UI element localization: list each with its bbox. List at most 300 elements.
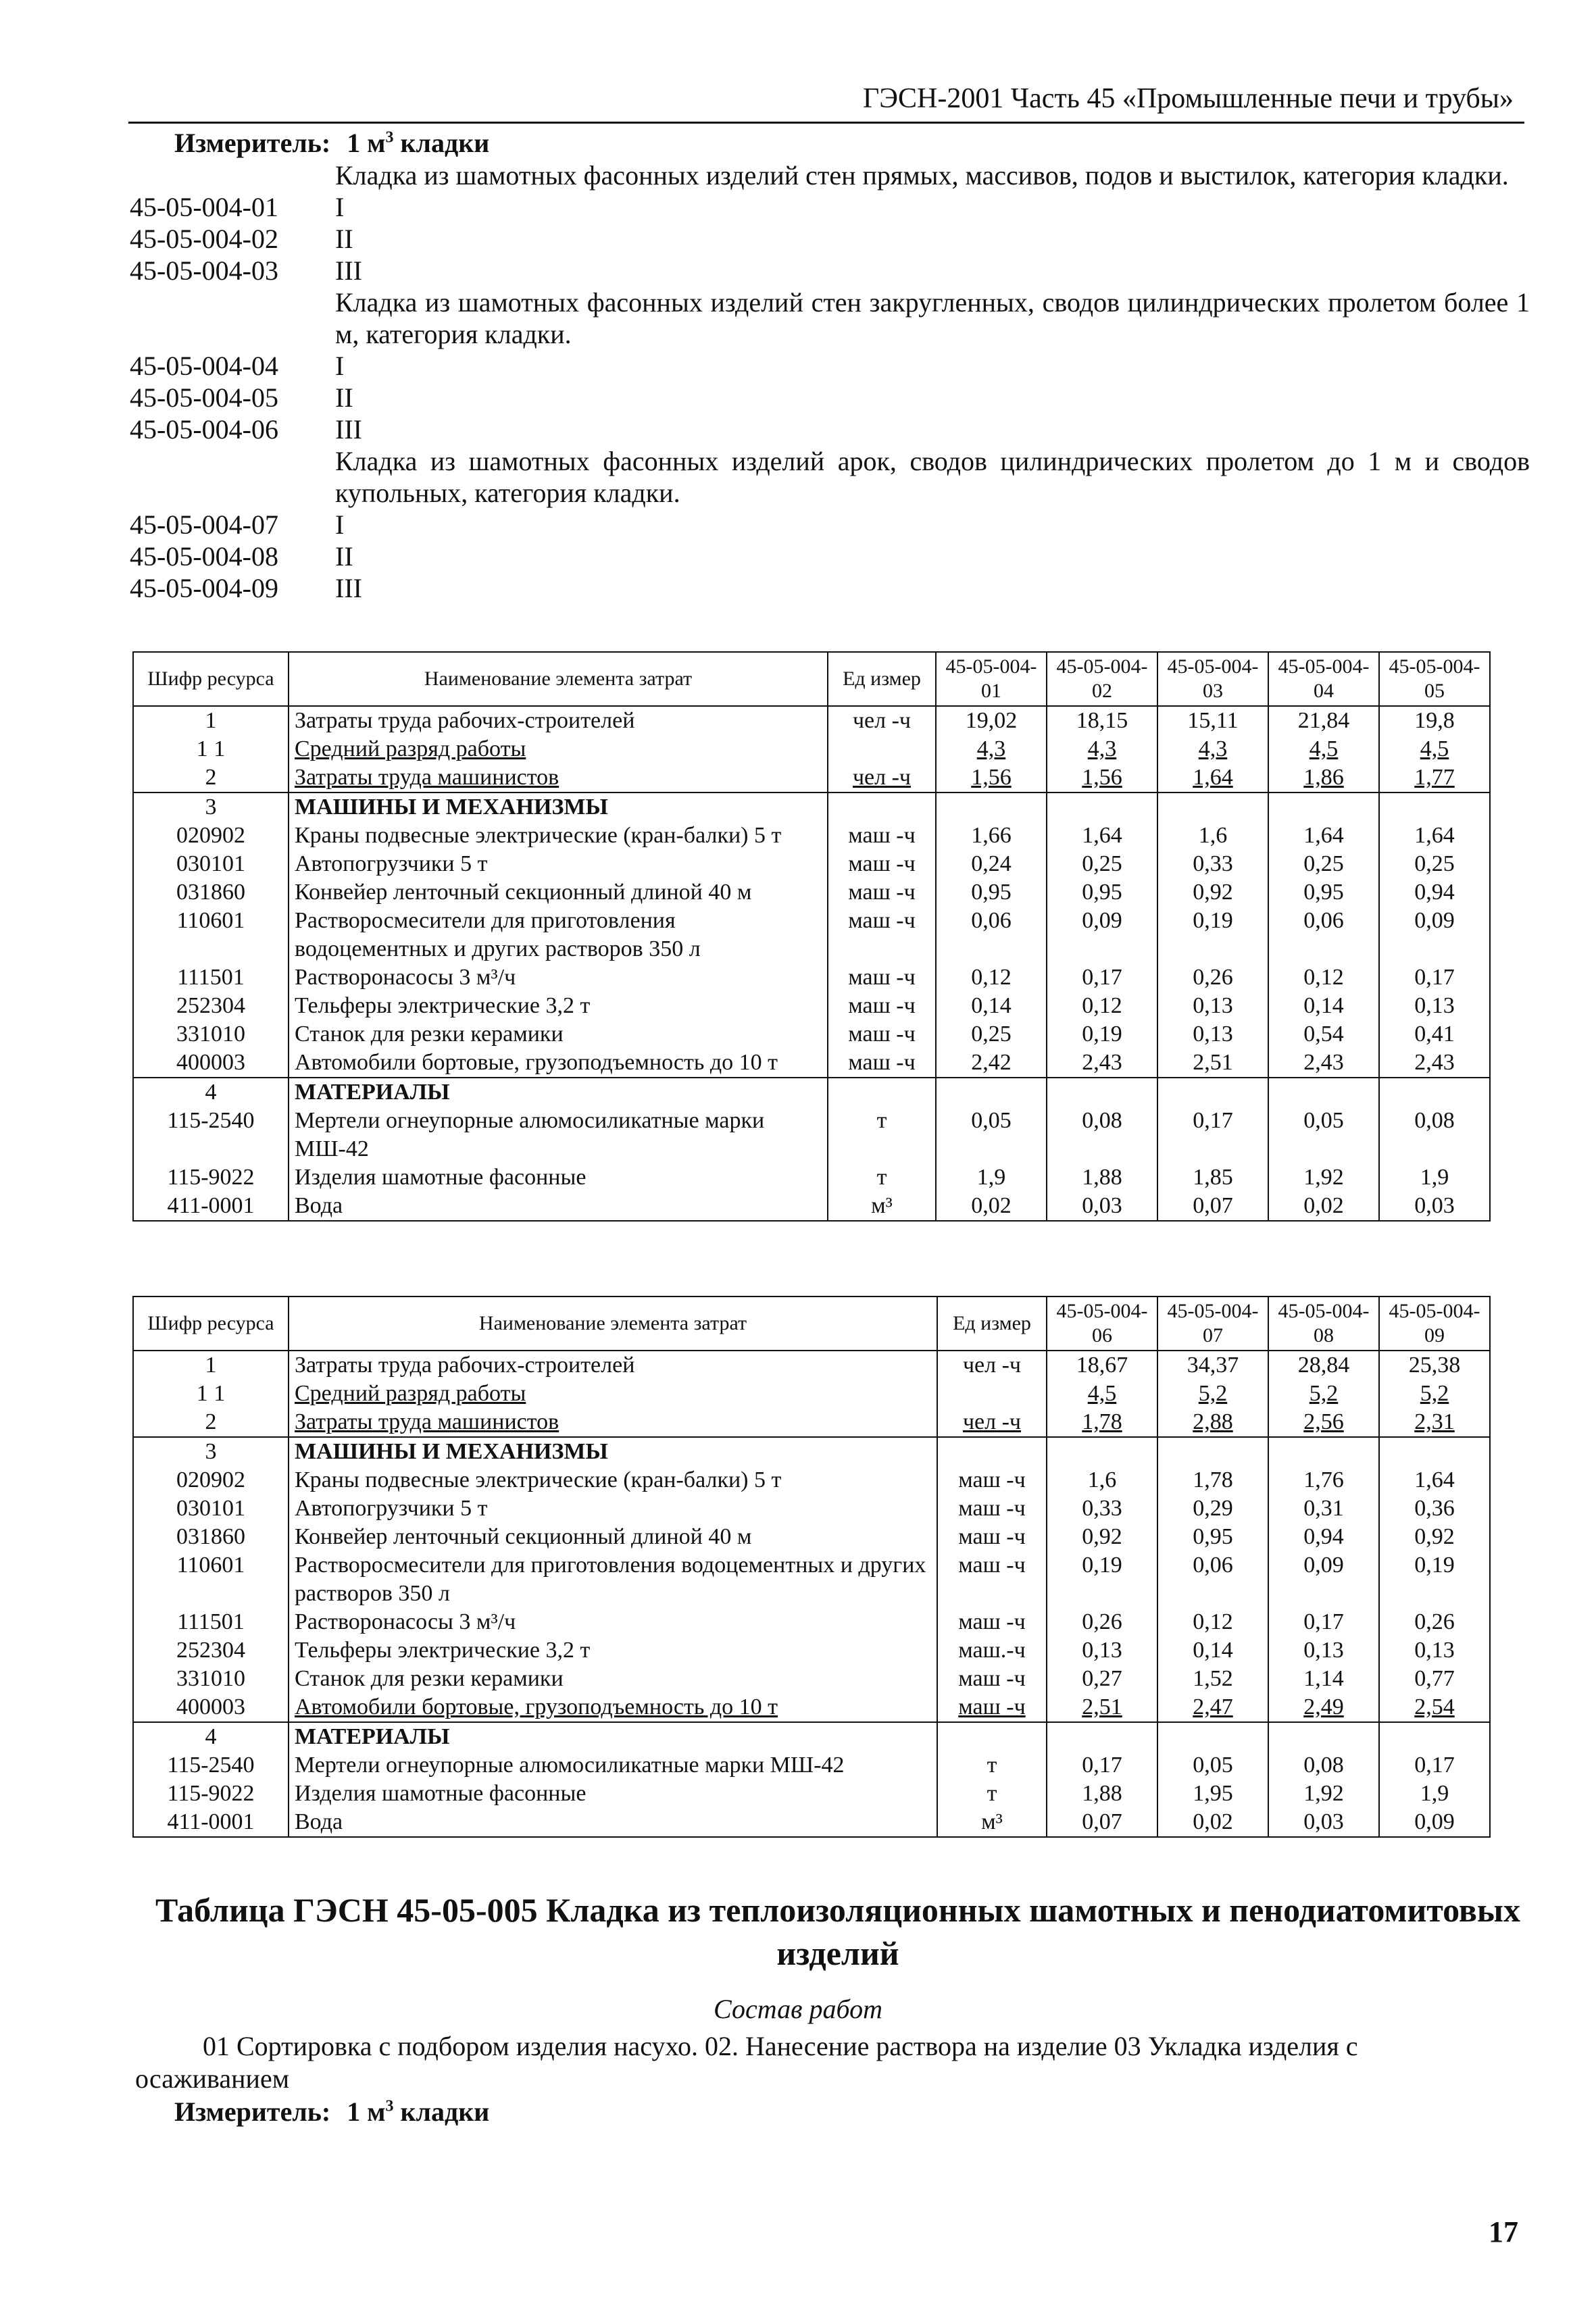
- resource-value: 19,8: [1379, 706, 1490, 735]
- resource-unit: маш -ч: [937, 1665, 1047, 1693]
- resource-name: Станок для резки керамики: [289, 1020, 828, 1049]
- resource-code: 331010: [133, 1665, 289, 1693]
- resource-row: [133, 850, 1490, 878]
- resource-value: 0,02: [1268, 1192, 1379, 1221]
- resource-value: 5,2: [1379, 1380, 1490, 1408]
- resource-value: 4,3: [1157, 735, 1268, 763]
- norm-column-header: 45-05-004-02: [1047, 652, 1157, 706]
- resource-value: 0,25: [1379, 850, 1490, 878]
- resource-code: 1: [133, 706, 289, 735]
- resource-value: 0,13: [1047, 1636, 1157, 1665]
- resource-row: [133, 1523, 1490, 1551]
- resource-value: [1157, 1722, 1268, 1751]
- resource-code: 400003: [133, 1693, 289, 1722]
- norm-category: III: [335, 414, 362, 445]
- resource-value: [1379, 1437, 1490, 1466]
- resource-value: 0,41: [1379, 1020, 1490, 1049]
- resource-value: 2,88: [1157, 1408, 1268, 1437]
- resource-name: Средний разряд работы: [289, 735, 828, 763]
- resource-value: 0,02: [1157, 1808, 1268, 1837]
- resource-value: 0,54: [1268, 1020, 1379, 1049]
- resource-value: [1268, 1437, 1379, 1466]
- resource-value: 1,78: [1047, 1408, 1157, 1437]
- norm-column-header: 45-05-004-05: [1379, 652, 1490, 706]
- resource-value: 0,06: [936, 907, 1047, 963]
- norm-code: 45-05-004-06: [130, 414, 278, 445]
- resource-value: 2,43: [1047, 1049, 1157, 1078]
- resource-value: 0,13: [1379, 1636, 1490, 1665]
- resource-value: [936, 1078, 1047, 1107]
- resource-row: [133, 1665, 1490, 1693]
- composition-heading: Состав работ: [714, 1994, 882, 2024]
- resource-value: 34,37: [1157, 1351, 1268, 1380]
- resource-unit: маш -ч: [937, 1494, 1047, 1523]
- resource-name: Краны подвесные электрические (кран-балки) 5 т: [289, 822, 828, 850]
- resource-value: 0,33: [1047, 1494, 1157, 1523]
- resource-value: 0,17: [1157, 1107, 1268, 1163]
- resource-code: 020902: [133, 822, 289, 850]
- resource-unit: чел -ч: [828, 706, 936, 735]
- resource-value: 2,51: [1157, 1049, 1268, 1078]
- resource-value: 1,52: [1157, 1665, 1268, 1693]
- resource-value: 0,08: [1379, 1107, 1490, 1163]
- resource-value: 0,14: [1268, 992, 1379, 1020]
- resource-row: [133, 1380, 1490, 1408]
- resource-value: [1157, 793, 1268, 822]
- resource-table-1: [132, 651, 1491, 1222]
- norm-code: 45-05-004-04: [130, 351, 278, 381]
- norm-column-header: 45-05-004-07: [1157, 1297, 1268, 1351]
- resource-name: МАШИНЫ И МЕХАНИЗМЫ: [289, 1437, 937, 1466]
- resource-value: 0,92: [1157, 878, 1268, 907]
- resource-value: [1157, 1078, 1268, 1107]
- resource-value: 2,43: [1379, 1049, 1490, 1078]
- resource-row: [133, 992, 1490, 1020]
- measure-line: [174, 127, 489, 159]
- resource-value: 0,36: [1379, 1494, 1490, 1523]
- resource-value: 0,08: [1047, 1107, 1157, 1163]
- resource-unit: [937, 1437, 1047, 1466]
- composition-text: [135, 2030, 1514, 2095]
- resource-name: Станок для резки керамики: [289, 1665, 937, 1693]
- resource-value: 0,12: [1047, 992, 1157, 1020]
- resource-value: 0,03: [1047, 1192, 1157, 1221]
- resource-row: [133, 1693, 1490, 1722]
- resource-row: [133, 907, 1490, 963]
- resource-code: 030101: [133, 1494, 289, 1523]
- resource-value: 1,92: [1268, 1163, 1379, 1192]
- norm-column-header: 45-05-004-01: [936, 652, 1047, 706]
- resource-value: 1,6: [1047, 1466, 1157, 1494]
- resource-value: 0,03: [1268, 1808, 1379, 1837]
- resource-unit: [828, 1078, 936, 1107]
- section-row: [133, 1437, 1490, 1466]
- resource-value: 0,19: [1047, 1551, 1157, 1608]
- column-header: Ед измер: [937, 1297, 1047, 1351]
- resource-value: [1047, 1078, 1157, 1107]
- resource-code: 111501: [133, 1608, 289, 1636]
- resource-row: [133, 1466, 1490, 1494]
- resource-value: 0,95: [936, 878, 1047, 907]
- resource-value: 0,17: [1379, 1751, 1490, 1780]
- resource-name: Тельферы электрические 3,2 т: [289, 1636, 937, 1665]
- resource-value: 4,5: [1268, 735, 1379, 763]
- section-row: [133, 793, 1490, 822]
- resource-unit: м³: [828, 1192, 936, 1221]
- resource-unit: маш -ч: [937, 1466, 1047, 1494]
- resource-row: [133, 963, 1490, 992]
- resource-unit: т: [937, 1780, 1047, 1808]
- resource-unit: чел -ч: [937, 1408, 1047, 1437]
- resource-value: 1,56: [936, 763, 1047, 793]
- norm-category: II: [335, 541, 353, 572]
- resource-value: 0,94: [1379, 878, 1490, 907]
- resource-unit: т: [828, 1163, 936, 1192]
- norm-column-header: 45-05-004-06: [1047, 1297, 1157, 1351]
- resource-value: 0,13: [1379, 992, 1490, 1020]
- resource-value: 1,76: [1268, 1466, 1379, 1494]
- resource-value: [1379, 1078, 1490, 1107]
- norm-code: 45-05-004-05: [130, 382, 278, 413]
- resource-unit: чел -ч: [937, 1351, 1047, 1380]
- resource-value: 1,85: [1157, 1163, 1268, 1192]
- resource-value: 1,92: [1268, 1780, 1379, 1808]
- resource-value: 0,06: [1157, 1551, 1268, 1608]
- resource-value: 0,09: [1047, 907, 1157, 963]
- resource-value: 4,5: [1047, 1380, 1157, 1408]
- resource-name: Вода: [289, 1192, 828, 1221]
- resource-name: Тельферы электрические 3,2 т: [289, 992, 828, 1020]
- resource-value: 4,5: [1379, 735, 1490, 763]
- resource-value: 1,78: [1157, 1466, 1268, 1494]
- measure-sup-2: 3: [385, 2097, 394, 2115]
- norm-code-row: [130, 540, 1530, 572]
- resource-row: [133, 878, 1490, 907]
- resource-name: Затраты труда рабочих-строителей: [289, 1351, 937, 1380]
- resource-value: [936, 793, 1047, 822]
- norm-column-header: 45-05-004-04: [1268, 652, 1379, 706]
- resource-name: МАТЕРИАЛЫ: [289, 1722, 937, 1751]
- norm-column-header: 45-05-004-09: [1379, 1297, 1490, 1351]
- resource-unit: маш -ч: [828, 850, 936, 878]
- norm-category: III: [335, 573, 362, 603]
- resource-row: [133, 1192, 1490, 1221]
- resource-name: Затраты труда машинистов: [289, 763, 828, 793]
- running-header-text: ГЭСН-2001 Часть 45 «Промышленные печи и трубы»: [862, 83, 1514, 114]
- resource-unit: маш -ч: [937, 1523, 1047, 1551]
- resource-row: [133, 1049, 1490, 1078]
- resource-code: 4: [133, 1722, 289, 1751]
- resource-value: 2,54: [1379, 1693, 1490, 1722]
- resource-value: [1268, 1722, 1379, 1751]
- resource-value: 0,26: [1157, 963, 1268, 992]
- resource-value: 0,07: [1047, 1808, 1157, 1837]
- norm-column-header: 45-05-004-08: [1268, 1297, 1379, 1351]
- norm-code: 45-05-004-02: [130, 224, 278, 254]
- resource-value: 0,26: [1379, 1608, 1490, 1636]
- resource-value: 5,2: [1268, 1380, 1379, 1408]
- resource-value: [1379, 1722, 1490, 1751]
- norm-code: 45-05-004-01: [130, 192, 278, 222]
- resource-unit: маш -ч: [828, 963, 936, 992]
- column-header: Шифр ресурса: [133, 1297, 289, 1351]
- resource-name: Растворонасосы 3 м³/ч: [289, 963, 828, 992]
- resource-value: 0,03: [1379, 1192, 1490, 1221]
- norm-code: 45-05-004-09: [130, 573, 278, 603]
- resource-unit: т: [828, 1107, 936, 1163]
- resource-code: 111501: [133, 963, 289, 992]
- resource-name: Автопогрузчики 5 т: [289, 850, 828, 878]
- resource-value: 1,86: [1268, 763, 1379, 793]
- resource-value: 1,64: [1047, 822, 1157, 850]
- resource-row: [133, 1608, 1490, 1636]
- resource-name: Автопогрузчики 5 т: [289, 1494, 937, 1523]
- resource-code: 411-0001: [133, 1808, 289, 1837]
- resource-value: 0,05: [1268, 1107, 1379, 1163]
- resource-name: Изделия шамотные фасонные: [289, 1163, 828, 1192]
- resource-value: 0,05: [936, 1107, 1047, 1163]
- resource-value: 1,88: [1047, 1163, 1157, 1192]
- resource-value: 0,25: [936, 1020, 1047, 1049]
- resource-unit: маш -ч: [937, 1693, 1047, 1722]
- resource-value: 1,9: [936, 1163, 1047, 1192]
- measure-sup: 3: [385, 128, 394, 147]
- resource-value: 0,12: [1157, 1608, 1268, 1636]
- norm-description: Кладка из шамотных фасонных изделий стен прямых, массивов, подов и выстилок, категория кладки.: [335, 160, 1509, 191]
- resource-value: 0,17: [1047, 1751, 1157, 1780]
- resource-value: 1,14: [1268, 1665, 1379, 1693]
- resource-value: 0,95: [1047, 878, 1157, 907]
- resource-value: 0,08: [1268, 1751, 1379, 1780]
- resource-row: [133, 1020, 1490, 1049]
- resource-code: 110601: [133, 1551, 289, 1608]
- resource-value: 0,07: [1157, 1192, 1268, 1221]
- resource-value: [1157, 1437, 1268, 1466]
- resource-value: 4,3: [936, 735, 1047, 763]
- resource-name: Вода: [289, 1808, 937, 1837]
- norm-code-row: [130, 350, 1530, 382]
- measure-value-2: 1 м: [347, 2096, 386, 2127]
- resource-value: 1,64: [1157, 763, 1268, 793]
- norm-code-row: [130, 509, 1530, 540]
- norm-code-row: [130, 191, 1530, 223]
- resource-value: [1379, 793, 1490, 822]
- resource-row: [133, 1494, 1490, 1523]
- resource-value: 19,02: [936, 706, 1047, 735]
- resource-row: [133, 822, 1490, 850]
- resource-value: 1,88: [1047, 1780, 1157, 1808]
- resource-value: 0,19: [1379, 1551, 1490, 1608]
- resource-value: 0,25: [1047, 850, 1157, 878]
- resource-code: 115-9022: [133, 1163, 289, 1192]
- resource-unit: [828, 793, 936, 822]
- resource-value: 2,47: [1157, 1693, 1268, 1722]
- resource-unit: [937, 1722, 1047, 1751]
- resource-name: МАШИНЫ И МЕХАНИЗМЫ: [289, 793, 828, 822]
- resource-name: Краны подвесные электрические (кран-балки) 5 т: [289, 1466, 937, 1494]
- resource-row: [133, 1107, 1490, 1163]
- resource-name: Конвейер ленточный секционный длиной 40 м: [289, 878, 828, 907]
- norm-category: I: [335, 192, 345, 222]
- resource-code: 115-2540: [133, 1751, 289, 1780]
- resource-value: 1,56: [1047, 763, 1157, 793]
- composition-body: 01 Сортировка с подбором изделия насухо. 02. Нанесение раствора на изделие 03 Укладка изделия с осаживанием: [135, 2031, 1358, 2094]
- norm-list: [130, 159, 1530, 604]
- resource-unit: маш -ч: [828, 878, 936, 907]
- resource-value: 15,11: [1157, 706, 1268, 735]
- resource-name: Мертели огнеупорные алюмосиликатные марки МШ-42: [289, 1751, 937, 1780]
- resource-value: 0,05: [1157, 1751, 1268, 1780]
- resource-value: 0,95: [1157, 1523, 1268, 1551]
- resource-value: 0,92: [1379, 1523, 1490, 1551]
- resource-value: 0,17: [1047, 963, 1157, 992]
- resource-value: 4,3: [1047, 735, 1157, 763]
- resource-value: [1268, 793, 1379, 822]
- resource-code: 031860: [133, 878, 289, 907]
- resource-unit: чел -ч: [828, 763, 936, 793]
- resource-unit: маш -ч: [828, 1049, 936, 1078]
- resource-value: 0,95: [1268, 878, 1379, 907]
- resource-value: 0,09: [1268, 1551, 1379, 1608]
- resource-value: 2,42: [936, 1049, 1047, 1078]
- resource-value: 0,14: [1157, 1636, 1268, 1665]
- section-row: [133, 1722, 1490, 1751]
- resource-value: 21,84: [1268, 706, 1379, 735]
- resource-code: 4: [133, 1078, 289, 1107]
- norm-code-row: [130, 413, 1530, 445]
- resource-value: 2,49: [1268, 1693, 1379, 1722]
- resource-unit: [937, 1380, 1047, 1408]
- column-header: Наименование элемента затрат: [289, 1297, 937, 1351]
- measure-suffix: кладки: [393, 128, 490, 158]
- norm-category: II: [335, 224, 353, 254]
- measure-value: 1 м: [347, 128, 386, 158]
- resource-value: 0,25: [1268, 850, 1379, 878]
- resource-name: Растворонасосы 3 м³/ч: [289, 1608, 937, 1636]
- column-header: Шифр ресурса: [133, 652, 289, 706]
- section-row: [133, 1078, 1490, 1107]
- resource-value: 0,77: [1379, 1665, 1490, 1693]
- resource-name: Автомобили бортовые, грузоподъемность до 10 т: [289, 1693, 937, 1722]
- resource-value: 0,17: [1379, 963, 1490, 992]
- norm-code: 45-05-004-08: [130, 541, 278, 572]
- resource-code: 031860: [133, 1523, 289, 1551]
- resource-value: 0,06: [1268, 907, 1379, 963]
- resource-value: 0,09: [1379, 907, 1490, 963]
- resource-row: [133, 1780, 1490, 1808]
- resource-value: 18,15: [1047, 706, 1157, 735]
- norm-code-row: [130, 223, 1530, 255]
- resource-value: 0,24: [936, 850, 1047, 878]
- resource-value: 1,77: [1379, 763, 1490, 793]
- resource-value: 0,17: [1268, 1608, 1379, 1636]
- resource-value: 2,43: [1268, 1049, 1379, 1078]
- resource-value: 2,56: [1268, 1408, 1379, 1437]
- resource-name: Средний разряд работы: [289, 1380, 937, 1408]
- resource-value: 1,66: [936, 822, 1047, 850]
- resource-code: 2: [133, 763, 289, 793]
- resource-value: 0,13: [1268, 1636, 1379, 1665]
- resource-value: 0,12: [1268, 963, 1379, 992]
- resource-row: [133, 1636, 1490, 1665]
- resource-value: 0,14: [936, 992, 1047, 1020]
- resource-unit: т: [937, 1751, 1047, 1780]
- resource-unit: маш -ч: [828, 992, 936, 1020]
- resource-code: 1 1: [133, 735, 289, 763]
- resource-name: Растворосмесители для приготовления водоцементных и других растворов 350 л: [289, 1551, 937, 1608]
- resource-value: 1,64: [1379, 1466, 1490, 1494]
- resource-unit: маш -ч: [828, 907, 936, 963]
- resource-value: 25,38: [1379, 1351, 1490, 1380]
- norm-code-row: [130, 255, 1530, 286]
- resource-code: 3: [133, 1437, 289, 1466]
- resource-value: 0,27: [1047, 1665, 1157, 1693]
- resource-value: 1,64: [1379, 822, 1490, 850]
- norm-category: III: [335, 255, 362, 286]
- resource-code: 3: [133, 793, 289, 822]
- resource-table-2: [132, 1296, 1491, 1838]
- resource-value: 1,64: [1268, 822, 1379, 850]
- resource-row: [133, 1408, 1490, 1437]
- resource-row: [133, 1351, 1490, 1380]
- resource-name: Растворосмесители для приготовления водоцементных и других растворов 350 л: [289, 907, 828, 963]
- resource-value: 2,31: [1379, 1408, 1490, 1437]
- norm-code: 45-05-004-03: [130, 255, 278, 286]
- resource-value: 0,13: [1157, 1020, 1268, 1049]
- resource-unit: маш -ч: [828, 822, 936, 850]
- resource-value: 1,95: [1157, 1780, 1268, 1808]
- resource-value: 0,26: [1047, 1608, 1157, 1636]
- resource-code: 030101: [133, 850, 289, 878]
- norm-description: Кладка из шамотных фасонных изделий арок, сводов цилиндрических пролетом до 1 м и сводов купольных, категория кладки.: [335, 446, 1530, 508]
- norm-description: Кладка из шамотных фасонных изделий стен закругленных, сводов цилиндрических пролетом более 1 м, категория кладки.: [335, 287, 1530, 349]
- resource-value: 0,92: [1047, 1523, 1157, 1551]
- resource-value: 0,31: [1268, 1494, 1379, 1523]
- resource-name: Конвейер ленточный секционный длиной 40 м: [289, 1523, 937, 1551]
- running-header: [128, 80, 1524, 124]
- resource-row: [133, 1808, 1490, 1837]
- resource-value: 1,6: [1157, 822, 1268, 850]
- resource-row: [133, 1751, 1490, 1780]
- measure-line-2: [174, 2096, 489, 2128]
- page-number: 17: [1489, 2215, 1518, 2248]
- resource-unit: [828, 735, 936, 763]
- norm-column-header: 45-05-004-03: [1157, 652, 1268, 706]
- resource-name: Затраты труда рабочих-строителей: [289, 706, 828, 735]
- resource-row: [133, 1551, 1490, 1608]
- norm-category: II: [335, 382, 353, 413]
- resource-code: 411-0001: [133, 1192, 289, 1221]
- resource-row: [133, 706, 1490, 735]
- norm-code: 45-05-004-07: [130, 509, 278, 540]
- resource-value: 0,29: [1157, 1494, 1268, 1523]
- resource-name: Автомобили бортовые, грузоподъемность до 10 т: [289, 1049, 828, 1078]
- resource-value: 0,19: [1047, 1020, 1157, 1049]
- column-header: Ед измер: [828, 652, 936, 706]
- resource-unit: маш -ч: [937, 1551, 1047, 1608]
- resource-value: 0,02: [936, 1192, 1047, 1221]
- resource-code: 1 1: [133, 1380, 289, 1408]
- resource-value: 5,2: [1157, 1380, 1268, 1408]
- resource-code: 115-9022: [133, 1780, 289, 1808]
- norm-code-row: [130, 382, 1530, 413]
- resource-code: 020902: [133, 1466, 289, 1494]
- resource-row: [133, 735, 1490, 763]
- resource-value: [1047, 793, 1157, 822]
- resource-value: 1,9: [1379, 1780, 1490, 1808]
- resource-unit: м³: [937, 1808, 1047, 1837]
- column-header: Наименование элемента затрат: [289, 652, 828, 706]
